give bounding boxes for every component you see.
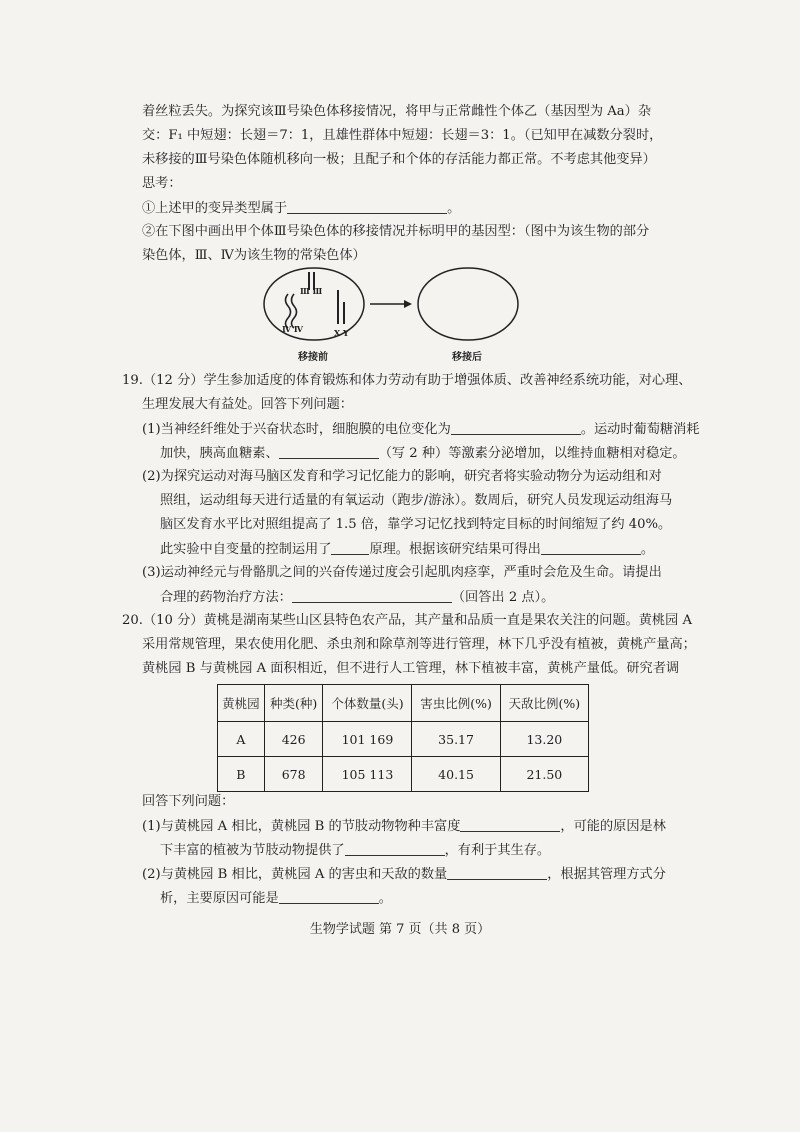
table-cell: 678 — [264, 757, 323, 792]
table-cell: 13.20 — [500, 722, 588, 757]
table-cell: A — [218, 722, 265, 757]
text-line: 此实验中自变量的控制运用了 原理。根据该研究结果可得出 。 — [160, 542, 655, 557]
table-cell: B — [218, 757, 265, 792]
chromosome-diagram — [262, 264, 532, 364]
answer-blank[interactable] — [331, 540, 369, 555]
answer-blank[interactable] — [292, 588, 452, 603]
data-table — [217, 684, 589, 792]
text-line: (2)与黄桃园 B 相比，黄桃园 A 的害虫和天敌的数量 ，根据其管理方式分 — [142, 867, 666, 882]
text-line: 合理的药物治疗方法： （回答出 2 点）。 — [160, 590, 555, 605]
answer-blank[interactable] — [447, 865, 547, 880]
arrow-icon — [404, 300, 412, 308]
table-header: 种类(种) — [264, 685, 323, 722]
text-line: 析，主要原因可能是 。 — [160, 891, 392, 906]
label-chrom-xy: X Y — [334, 328, 349, 338]
table-cell: 101 169 — [323, 722, 412, 757]
text-line: 照组，运动组每天进行适量的有氧运动（跑步/游泳）。数周后，研究人员发现运动组海马 — [160, 493, 673, 508]
table-header: 天敌比例(%) — [500, 685, 588, 722]
table-row — [218, 722, 589, 757]
label-after: 移接后 — [452, 352, 482, 363]
text-line: ①上述甲的变异类型属于 。 — [142, 201, 461, 216]
table-header: 害虫比例(%) — [412, 685, 500, 722]
answer-blank[interactable] — [287, 199, 447, 214]
text-line: 着丝粒丢失。为探究该Ⅲ号染色体移接情况，将甲与正常雌性个体乙（基因型为 Aa）杂 — [142, 104, 652, 119]
text-line: (1)当神经纤维处于兴奋状态时，细胞膜的电位变化为 。运动时葡萄糖消耗 — [142, 422, 700, 437]
chromosome-iv — [292, 294, 297, 328]
text-line: (1)与黄桃园 A 相比，黄桃园 B 的节肢动物物种丰富度 ，可能的原因是林 — [142, 819, 666, 834]
text-line: (3)运动神经元与骨骼肌之间的兴奋传递过度会引起肌肉痉挛，严重时会危及生命。请提出 — [142, 565, 662, 580]
text-line: 思考： — [142, 176, 182, 191]
text-line: 染色体，Ⅲ、Ⅳ为该生物的常染色体） — [142, 248, 366, 263]
answer-blank[interactable] — [345, 841, 445, 856]
text-line: 下丰富的植被为节肢动物提供了 ，有利于其生存。 — [160, 843, 551, 858]
text-line: 交：F₁ 中短翅：长翅＝7：1，且雄性群体中短翅：长翅＝3：1。（已知甲在减数分裂时， — [142, 128, 663, 143]
answer-blank[interactable] — [460, 817, 560, 832]
answer-blank[interactable] — [279, 889, 379, 904]
table-cell: 21.50 — [500, 757, 588, 792]
text-line: ②在下图中画出甲个体Ⅲ号染色体的移接情况并标明甲的基因型：（图中为该生物的部分 — [142, 224, 650, 239]
text-line: 脑区发育水平比对照组提高了 1.5 倍，靠学习记忆找到特定目标的时间缩短了约 40%。 — [160, 517, 672, 532]
table-header-row — [218, 685, 589, 722]
cell-after[interactable] — [418, 268, 518, 340]
table-cell: 105 113 — [323, 757, 412, 792]
table-row — [218, 757, 589, 792]
label-chrom-iii: Ⅲ Ⅲ — [300, 286, 323, 296]
chromosome-iv — [286, 294, 291, 328]
q20-heading: 20.（10 分）黄桃是湖南某些山区县特色农产品，其产量和品质一直是果农关注的问题。黄桃园 A — [122, 613, 692, 628]
text-line: (2)为探究运动对海马脑区发育和学习记忆能力的影响，研究者将实验动物分为运动组和对 — [142, 469, 662, 484]
text-line: 生理发展大有益处。回答下列问题： — [142, 397, 353, 412]
label-before: 移接前 — [298, 352, 328, 363]
label-chrom-iv: Ⅳ Ⅳ — [282, 324, 303, 334]
q19-heading: 19.（12 分）学生参加适度的体育锻炼和体力劳动有助于增强体质、改善神经系统功能，对心理、 — [122, 373, 692, 388]
answer-blank[interactable] — [279, 444, 379, 459]
text-line: 加快，胰高血糖素、 （写 2 种）等激素分泌增加，以维持血糖相对稳定。 — [160, 446, 686, 461]
page-footer: 生物学试题 第 7 页（共 8 页） — [309, 922, 491, 937]
table-cell: 40.15 — [412, 757, 500, 792]
text-line: 未移接的Ⅲ号染色体随机移向一极；且配子和个体的存活能力都正常。不考虑其他变异） — [142, 152, 656, 167]
table-cell: 426 — [264, 722, 323, 757]
table-header: 黄桃园 — [218, 685, 265, 722]
answer-blank[interactable] — [451, 420, 581, 435]
answer-blank[interactable] — [541, 540, 641, 555]
table-header: 个体数量(头) — [323, 685, 412, 722]
text-line: 黄桃园 B 与黄桃园 A 面积相近，但不进行人工管理，林下植被丰富，黄桃产量低。研究者调 — [142, 661, 680, 676]
table-cell: 35.17 — [412, 722, 500, 757]
text-line: 回答下列问题： — [142, 794, 235, 809]
text-line: 采用常规管理，果农使用化肥、杀虫剂和除草剂等进行管理，林下几乎没有植被，黄桃产量高； — [142, 637, 696, 652]
